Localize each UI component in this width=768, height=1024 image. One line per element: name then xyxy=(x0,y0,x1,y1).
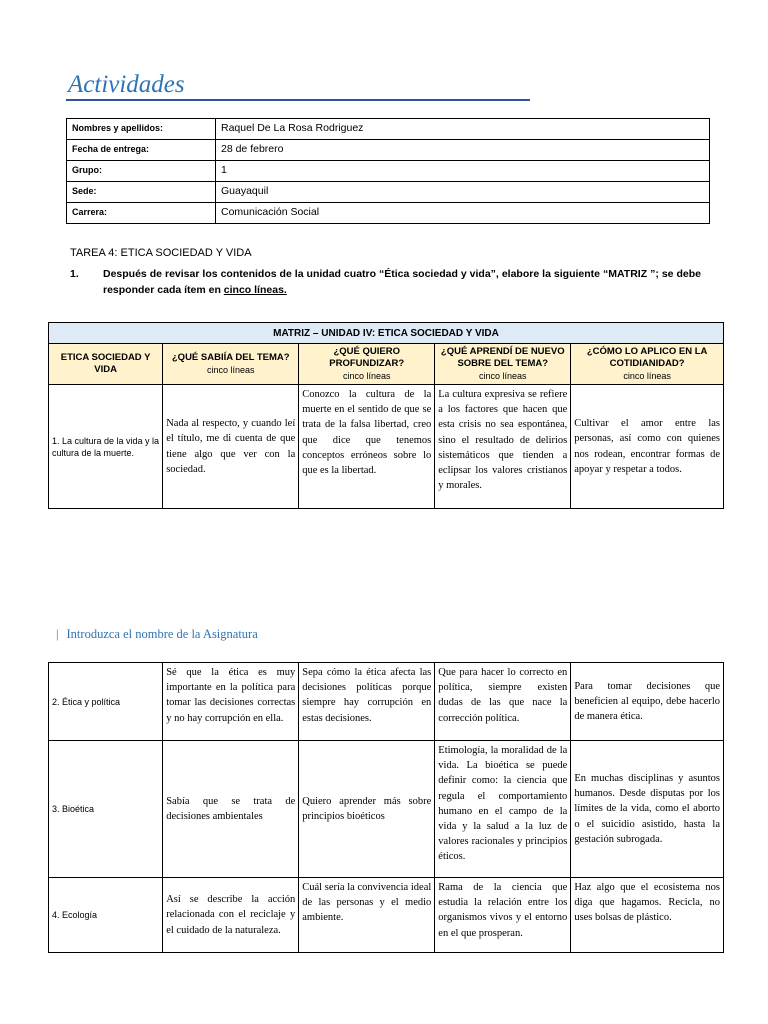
info-row-career xyxy=(67,203,710,224)
info-key: Nombres y apellidos: xyxy=(67,119,216,140)
table-row xyxy=(49,385,724,509)
info-row-campus xyxy=(67,182,710,203)
header-label: ¿QUÉ APRENDÍ DE NUEVO SOBRE DEL TEMA? xyxy=(440,346,565,369)
header-label: ¿QUÉ QUIERO PROFUNDIZAR? xyxy=(329,346,405,369)
header-sub: cinco líneas xyxy=(478,371,527,381)
cell-knew: Así se describe la acción relacionada con el reciclaje y el cuidado de la naturaleza. xyxy=(163,878,299,953)
instruction-underlined: cinco líneas. xyxy=(223,284,287,296)
placeholder-bar: | xyxy=(56,627,59,641)
row-topic: 3. Bioética xyxy=(49,741,163,878)
placeholder-text: Introduzca el nombre de la Asignatura xyxy=(66,627,258,641)
cell-knew: Sé que la ética es muy importante en la política para tomar las decisiones correctas y no hay corrupción en ella. xyxy=(163,663,299,741)
matrix-header xyxy=(299,344,435,385)
matrix-table xyxy=(48,322,724,509)
info-value: 1 xyxy=(216,161,710,182)
cell-learned: Que para hacer lo correcto en política, siempre existen dudas de las que nace la corrección política. xyxy=(435,663,571,741)
header-label: ¿QUÉ SABIÍA DEL TEMA? xyxy=(171,352,290,363)
info-value: 28 de febrero xyxy=(216,140,710,161)
cell-learned: La cultura expresiva se refiere a los factores que hacen que esta crisis no sea espontánea, sino el resultado de delirios sistemáticos que tienden a eclipsar los valores cristianos y morales. xyxy=(435,385,571,509)
info-row-group xyxy=(67,161,710,182)
cell-learned: Rama de la ciencia que estudia la relación entre los organismos vivos y el entorno en el que prosperan. xyxy=(435,878,571,953)
header-label: ETICA SOCIEDAD Y VIDA xyxy=(60,352,151,375)
matrix-header xyxy=(571,344,724,385)
matrix-title: MATRIZ – UNIDAD IV: ETICA SOCIEDAD Y VIDA xyxy=(49,323,724,344)
instruction-number: 1. xyxy=(70,268,79,280)
info-value: Raquel De La Rosa Rodriguez xyxy=(216,119,710,140)
matrix-header xyxy=(163,344,299,385)
table-row xyxy=(49,741,724,878)
cell-deepen: Cuál sería la convivencia ideal de las personas y el medio ambiente. xyxy=(299,878,435,953)
row-topic: 2. Ética y política xyxy=(49,663,163,741)
page-heading: Actividades xyxy=(68,71,185,98)
info-row-name xyxy=(67,119,710,140)
cell-deepen: Sepa cómo la ética afecta las decisiones políticas porque siempre hay corrupción en estas decisiones. xyxy=(299,663,435,741)
task-title: TAREA 4: ETICA SOCIEDAD Y VIDA xyxy=(70,247,252,259)
table-row xyxy=(49,878,724,953)
table-row xyxy=(49,663,724,741)
matrix-header xyxy=(49,344,163,385)
cell-knew: Sabía que se trata de decisiones ambientales xyxy=(163,741,299,878)
info-key: Sede: xyxy=(67,182,216,203)
cell-deepen: Conozco la cultura de la muerte en el sentido de que se trata de la falsa libertad, creo que dice que tenemos conceptos erróneos sobre lo que es la libertad. xyxy=(299,385,435,509)
info-value: Guayaquil xyxy=(216,182,710,203)
header-label: ¿CÓMO LO APLICO EN LA COTIDIANIDAD? xyxy=(586,346,708,369)
row-topic: 4. Ecología xyxy=(49,878,163,953)
cell-apply: Haz algo que el ecosistema nos diga que hagamos. Recicla, no uses bolsas de plástico. xyxy=(571,878,724,953)
header-sub: cinco líneas xyxy=(623,371,671,381)
info-key: Fecha de entrega: xyxy=(67,140,216,161)
heading-rule xyxy=(66,99,530,101)
student-info-table xyxy=(66,118,710,224)
cell-apply: Para tomar decisiones que beneficien al equipo, debe hacerlo de manera ética. xyxy=(571,663,724,741)
row-topic: 1. La cultura de la vida y la cultura de la muerte. xyxy=(49,385,163,509)
info-row-date xyxy=(67,140,710,161)
instruction-text xyxy=(103,266,701,298)
matrix-table-continued xyxy=(48,662,724,953)
header-sub: cinco líneas xyxy=(206,365,255,375)
cell-apply: Cultivar el amor entre las personas, así como con quienes nos rodean, encontrar formas de apoyar y respetar a todos. xyxy=(571,385,724,509)
cell-apply: En muchas disciplinas y asuntos humanos. Desde disputas por los límites de la vida, como el aborto o el suicidio asistido, hasta la gestación subrogada. xyxy=(571,741,724,878)
cell-learned: Etimología, la moralidad de la vida. La bioética se puede definir como: la ciencia que regula el comportamiento humano en el campo de la vida y la salud a la luz de valores racionales y principios éticos. xyxy=(435,741,571,878)
instruction-text-main: Después de revisar los contenidos de la unidad cuatro “Ética sociedad y vida”, elabore la siguiente “MATRIZ ”; se debe responder cada ítem en xyxy=(103,268,701,296)
info-key: Carrera: xyxy=(67,203,216,224)
matrix-header xyxy=(435,344,571,385)
cell-knew: Nada al respecto, y cuando leí el título, me di cuenta de que tiene algo que ver con la sociedad. xyxy=(163,385,299,509)
info-key: Grupo: xyxy=(67,161,216,182)
cell-deepen: Quiero aprender más sobre principios bioéticos xyxy=(299,741,435,878)
info-value: Comunicación Social xyxy=(216,203,710,224)
header-sub: cinco líneas xyxy=(342,371,391,381)
subject-placeholder xyxy=(56,627,258,642)
